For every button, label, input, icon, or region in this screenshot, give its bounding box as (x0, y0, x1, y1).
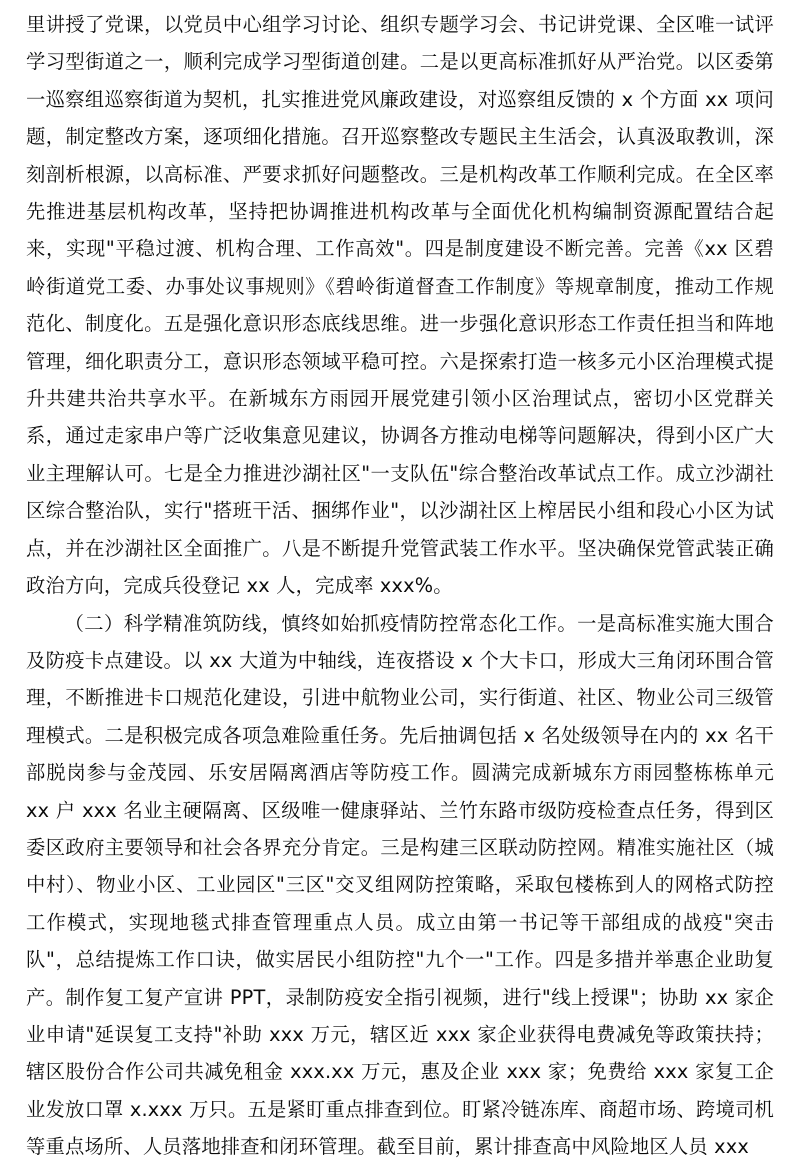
document-body (26, 6, 774, 1166)
paragraph-section-two: （二）科学精准筑防线，慎终如始抓疫情防控常态化工作。一是高标准实施大围合及防疫卡点建设。以 xx 大道为中轴线，连夜搭设 x 个大卡口，形成大三角闭环围合管理，不断推进卡口规范化建设，引进中航物业公司，实行街道、社区、物业公司三级管理模式。二是积极完成各项急难险重任务。先后抽调包括 x 名处级领导在内的 xx 名干部脱岗参与金茂园、乐安居隔离酒店等防疫工作。圆满完成新城东方雨园整栋栋单元 xx 户 xxx 名业主硬隔离、区级唯一健康驿站、兰竹东路市级防疫检查点任务，得到区委区政府主要领导和社会各界充分肯定。三是构建三区联动防控网。精准实施社区（城中村）、物业小区、工业园区"三区"交叉组网防控策略，采取包楼栋到人的网格式防控工作模式，实现地毯式排查管理重点人员。成立由第一书记等干部组成的战疫"突击队"，总结提炼工作口诀，做实居民小组防控"九个一"工作。四是多措并举惠企业助复产。制作复工复产宣讲 PPT，录制防疫安全指引视频，进行"线上授课"；协助 xx 家企业申请"延误复工支持"补助 xxx 万元，辖区近 xxx 家企业获得电费减免等政策扶持；辖区股份合作公司共减免租金 xxx.xx 万元，惠及企业 xxx 家；免费给 xxx 家复工企业发放口罩 x.xxx 万只。五是紧盯重点排查到位。盯紧冷链冻库、商超市场、跨境司机等重点场所、人员落地排查和闭环管理。截至目前，累计排查高中风险地区人员 xxx (26, 611, 774, 1159)
paragraph-continued: 里讲授了党课，以党员中心组学习讨论、组织专题学习会、书记讲党课、全区唯一试评学习型街道之一，顺利完成学习型街道创建。二是以更高标准抓好从严治党。以区委第一巡察组巡察街道为契机，扎实推进党风廉政建设，对巡察组反馈的 x 个方面 xx 项问题，制定整改方案，逐项细化措施。召开巡察整改专题民主生活会，认真汲取教训，深刻剖析根源，以高标准、严要求抓好问题整改。三是机构改革工作顺利完成。在全区率先推进基层机构改革，坚持把协调推进机构改革与全面优化机构编制资源配置结合起来，实现"平稳过渡、机构合理、工作高效"。四是制度建设不断完善。完善《xx 区碧岭街道党工委、办事处议事规则》《碧岭街道督查工作制度》等规章制度，推动工作规范化、制度化。五是强化意识形态底线思维。进一步强化意识形态工作责任担当和阵地管理，细化职责分工，意识形态领域平稳可控。六是探索打造一核多元小区治理模式提升共建共治共享水平。在新城东方雨园开展党建引领小区治理试点，密切小区党群关系，通过走家串户等广泛收集意见建议，协调各方推动电梯等问题解决，得到小区广大业主理解认可。七是全力推进沙湖社区"一支队伍"综合整治改革试点工作。成立沙湖社区综合整治队，实行"搭班干活、捆绑作业"，以沙湖社区上榨居民小组和段心小区为试点，并在沙湖社区全面推广。八是不断提升党管武装工作水平。坚决确保党管武装正确政治方向，完成兵役登记 xx 人，完成率 xxx%。 (26, 13, 774, 598)
